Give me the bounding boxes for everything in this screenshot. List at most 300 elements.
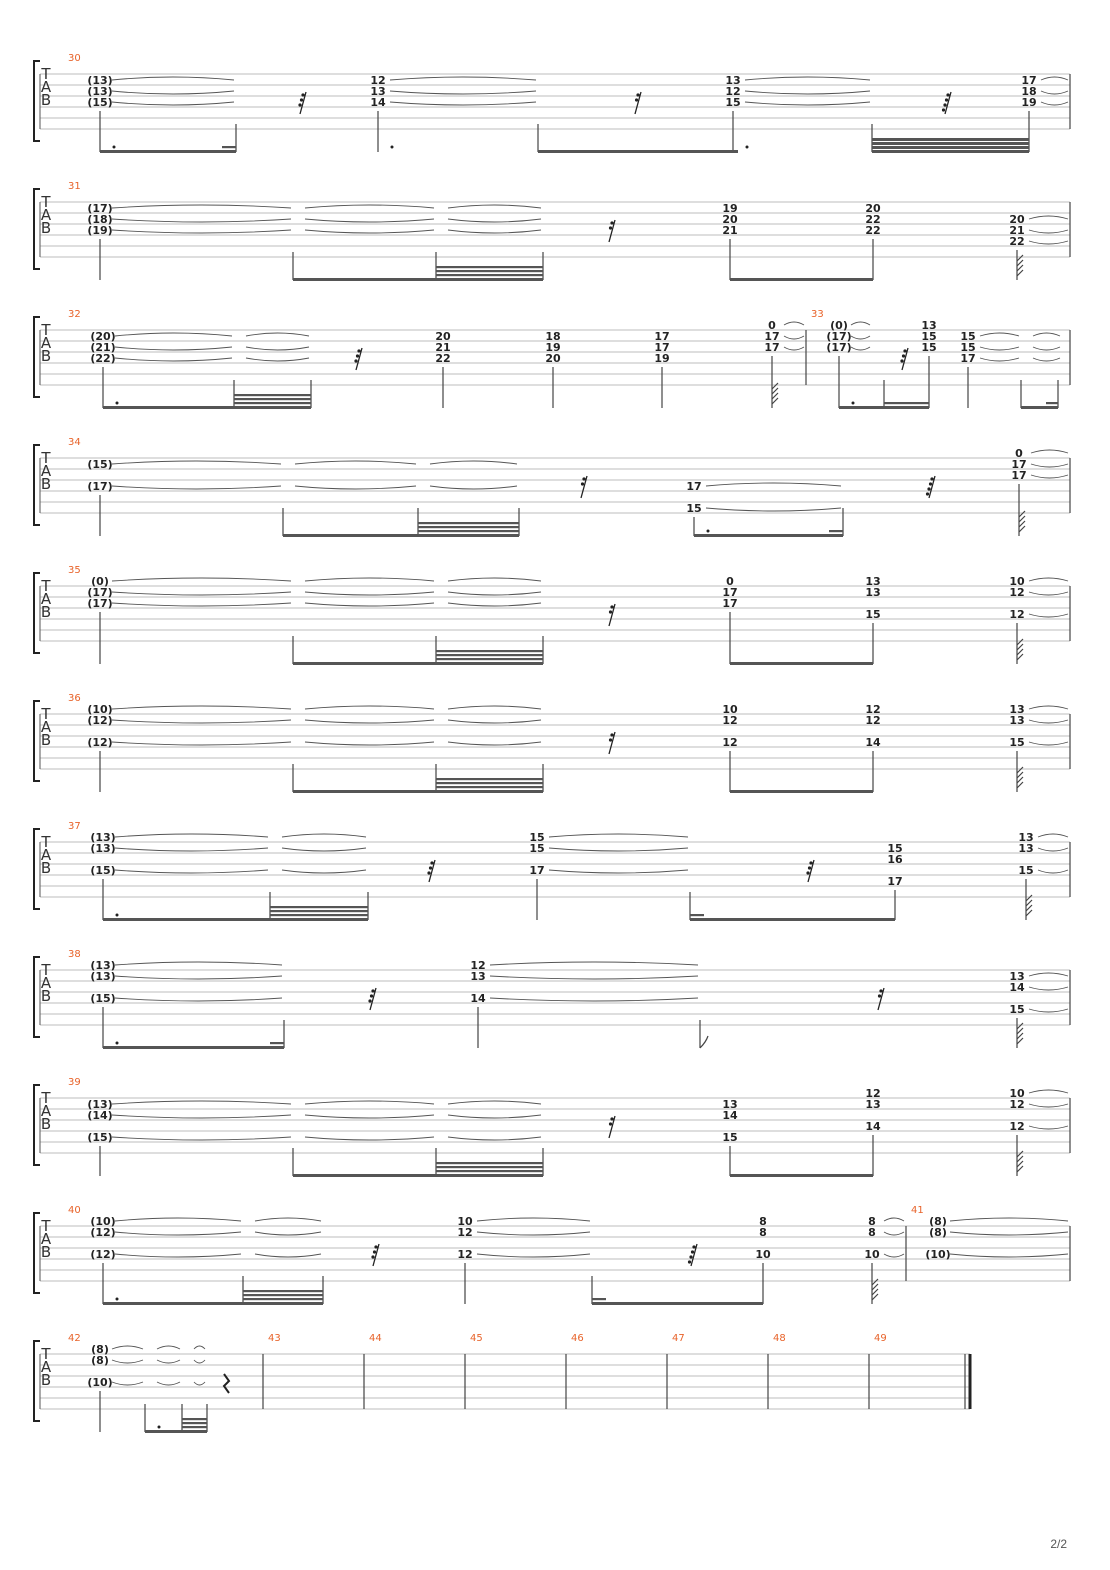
- tie-arc: [112, 219, 291, 222]
- fret-number: 12: [457, 1248, 473, 1261]
- tie-arc: [1029, 1090, 1068, 1093]
- tie-arc: [305, 578, 434, 581]
- rest-flag-dot: [806, 871, 809, 874]
- tie-arc: [448, 230, 541, 233]
- fret-number: 15: [921, 330, 937, 343]
- fret-number: 14: [1009, 981, 1025, 994]
- fret-number: 8: [759, 1226, 767, 1239]
- beam-secondary: [436, 270, 543, 272]
- beam-secondary: [270, 1042, 284, 1044]
- beam-secondary: [270, 914, 368, 916]
- tie-arc: [115, 333, 232, 336]
- measure-number: 43: [268, 1333, 281, 1344]
- fret-number: (15): [87, 1131, 113, 1144]
- system-bracket: [34, 445, 40, 525]
- tie-arc: [1029, 973, 1068, 976]
- tab-clef-letter: B: [40, 475, 52, 493]
- tie-arc: [784, 336, 804, 339]
- beam-secondary: [234, 394, 311, 396]
- fret-number: 17: [686, 480, 702, 493]
- fret-number: (8): [91, 1343, 109, 1356]
- fret-number: 13: [865, 1098, 881, 1111]
- beam: [872, 142, 1029, 145]
- tie-arc: [112, 720, 291, 723]
- fret-number: 17: [529, 864, 545, 877]
- measure-number: 39: [68, 1077, 81, 1088]
- rest-flag-dot: [609, 1122, 612, 1125]
- tie-arc: [1031, 475, 1068, 478]
- dotted-rhythm-dot: [158, 1426, 161, 1429]
- measure-number: 48: [773, 1333, 786, 1344]
- dotted-rhythm-dot: [707, 530, 710, 533]
- fret-number: 15: [1009, 736, 1025, 749]
- tie-arc: [884, 1232, 904, 1235]
- tie-arc: [194, 1360, 205, 1363]
- tie-arc: [1029, 1126, 1068, 1129]
- fret-number: (12): [87, 736, 113, 749]
- fret-number: (15): [87, 96, 113, 109]
- tab-clef-letter: A: [40, 1358, 52, 1376]
- tie-arc: [305, 219, 434, 222]
- measure-number: 49: [874, 1333, 887, 1344]
- tie-arc: [157, 1346, 180, 1349]
- rest-flag-dot: [900, 359, 903, 362]
- dotted-rhythm-dot: [391, 146, 394, 149]
- fret-number: 17: [1011, 458, 1027, 471]
- fret-number: (18): [87, 213, 113, 226]
- beam-secondary: [222, 146, 236, 148]
- dotted-rhythm-dot: [116, 1042, 119, 1045]
- tie-arc: [884, 1218, 904, 1221]
- tie-arc: [490, 962, 698, 965]
- fret-number: 15: [887, 842, 903, 855]
- fret-number: (19): [87, 224, 113, 237]
- beam-secondary: [243, 1290, 323, 1292]
- rest-flag-dot: [356, 354, 359, 357]
- beam-secondary: [436, 1162, 543, 1164]
- tab-clef-letter: T: [41, 321, 51, 339]
- tie-arc: [745, 102, 870, 105]
- tab-clef-letter: T: [41, 1345, 51, 1363]
- fret-number: 15: [529, 831, 545, 844]
- beam: [730, 662, 873, 665]
- system-bracket: [34, 573, 40, 653]
- beam: [592, 1302, 763, 1305]
- fret-number: (10): [90, 1215, 116, 1228]
- dotted-rhythm-dot: [852, 402, 855, 405]
- fret-number: 17: [764, 341, 780, 354]
- tie-arc: [549, 870, 688, 873]
- fret-number: 16: [887, 853, 903, 866]
- rest-flag-dot: [357, 349, 360, 352]
- beam-secondary: [592, 1298, 606, 1300]
- tab-clef-letter: T: [41, 449, 51, 467]
- tie-arc: [851, 347, 870, 350]
- fret-number: 13: [1018, 842, 1034, 855]
- fret-number: 0: [768, 319, 776, 332]
- tie-arc: [1041, 91, 1068, 94]
- tie-arc: [549, 848, 688, 851]
- rest-flag-dot: [370, 994, 373, 997]
- rest-flag-dot: [809, 861, 812, 864]
- tie-arc: [1029, 216, 1068, 219]
- fret-number: (12): [90, 1248, 116, 1261]
- beam: [103, 1302, 323, 1305]
- tie-arc: [950, 1254, 1068, 1257]
- beam: [293, 278, 543, 281]
- beam-secondary: [418, 522, 519, 524]
- beam: [872, 150, 1029, 153]
- measure-number: 40: [68, 1205, 81, 1216]
- fret-number: 8: [868, 1215, 876, 1228]
- tie-arc: [448, 706, 541, 709]
- fret-number: (8): [91, 1354, 109, 1367]
- tab-clef-letter: A: [40, 590, 52, 608]
- tie-arc: [448, 720, 541, 723]
- tie-arc: [305, 230, 434, 233]
- tie-arc: [295, 461, 416, 464]
- fret-number: 12: [722, 714, 738, 727]
- rest-flag-dot: [373, 1250, 376, 1253]
- beam: [730, 790, 873, 793]
- tie-arc: [448, 205, 541, 208]
- tie-arc: [950, 1218, 1068, 1221]
- beam-secondary: [182, 1422, 207, 1424]
- tie-arc: [1041, 77, 1068, 80]
- tie-arc: [157, 1360, 180, 1363]
- fret-number: (17): [87, 202, 113, 215]
- fret-number: 22: [865, 224, 881, 237]
- measure-number: 30: [68, 53, 81, 64]
- tab-clef-letter: A: [40, 334, 52, 352]
- fret-number: 10: [1009, 1087, 1025, 1100]
- tie-arc: [430, 486, 517, 489]
- beam-secondary: [182, 1418, 207, 1420]
- measure-number: 38: [68, 949, 81, 960]
- fret-number: 10: [457, 1215, 473, 1228]
- fret-number: 15: [865, 608, 881, 621]
- fret-number: (17): [87, 586, 113, 599]
- measure-number: 41: [911, 1205, 924, 1216]
- note-flag: [700, 1036, 708, 1048]
- fret-number: (13): [90, 842, 116, 855]
- measure-number: 47: [672, 1333, 685, 1344]
- tie-arc: [194, 1346, 205, 1349]
- tie-arc: [157, 1382, 180, 1385]
- fret-number: (10): [87, 1376, 113, 1389]
- fret-number: (8): [929, 1215, 947, 1228]
- tie-arc: [980, 358, 1019, 361]
- fret-number: 12: [370, 74, 386, 87]
- tie-arc: [1029, 230, 1068, 233]
- tab-clef-letter: B: [40, 347, 52, 365]
- tie-arc: [448, 1137, 541, 1140]
- tab-clef-letter: B: [40, 987, 52, 1005]
- beam: [1021, 406, 1058, 409]
- system-bracket: [34, 317, 40, 397]
- tie-arc: [112, 230, 291, 233]
- tie-arc: [282, 870, 366, 873]
- beam: [103, 1046, 284, 1049]
- fret-number: (13): [87, 1098, 113, 1111]
- fret-number: 12: [1009, 608, 1025, 621]
- fret-number: 12: [470, 959, 486, 972]
- tie-arc: [1029, 706, 1068, 709]
- fret-number: 13: [470, 970, 486, 983]
- fret-number: 15: [725, 96, 741, 109]
- fret-number: 15: [960, 330, 976, 343]
- rest-flag-dot: [581, 482, 584, 485]
- fret-number: 17: [764, 330, 780, 343]
- fret-number: 15: [960, 341, 976, 354]
- fret-number: 21: [722, 224, 738, 237]
- tab-clef-letter: B: [40, 731, 52, 749]
- beam-secondary: [436, 1170, 543, 1172]
- system-bracket: [34, 829, 40, 909]
- fret-number: 22: [865, 213, 881, 226]
- fret-number: 17: [654, 341, 670, 354]
- tie-arc: [246, 358, 309, 361]
- tie-arc: [112, 77, 234, 80]
- tie-arc: [115, 834, 268, 837]
- measure-number: 31: [68, 181, 81, 192]
- fret-number: (12): [90, 1226, 116, 1239]
- fret-number: (17): [826, 341, 852, 354]
- fret-number: 17: [887, 875, 903, 888]
- tie-arc: [448, 578, 541, 581]
- tie-arc: [1029, 987, 1068, 990]
- beam: [103, 406, 311, 409]
- rest-flag-dot: [688, 1260, 691, 1263]
- rest-flag-dot: [430, 861, 433, 864]
- fret-number: 10: [1009, 575, 1025, 588]
- rest-flag-dot: [636, 93, 639, 96]
- tie-arc: [490, 998, 698, 1001]
- fret-number: 13: [865, 586, 881, 599]
- rest-flag-dot: [374, 1245, 377, 1248]
- system-bracket: [34, 189, 40, 269]
- fret-number: 15: [686, 502, 702, 515]
- tie-arc: [1029, 578, 1068, 581]
- fret-number: 0: [726, 575, 734, 588]
- fret-number: 13: [725, 74, 741, 87]
- tie-arc: [112, 592, 291, 595]
- rest-flag-dot: [902, 354, 905, 357]
- beam: [293, 790, 543, 793]
- fret-number: (13): [90, 831, 116, 844]
- measure-number: 37: [68, 821, 81, 832]
- beam: [730, 1174, 873, 1177]
- fret-number: 14: [865, 736, 881, 749]
- dotted-rhythm-dot: [116, 914, 119, 917]
- tie-arc: [115, 1218, 241, 1221]
- tie-arc: [477, 1254, 590, 1257]
- measure-number: 32: [68, 309, 81, 320]
- fret-number: (0): [830, 319, 848, 332]
- fret-number: (10): [925, 1248, 951, 1261]
- fret-number: (0): [91, 575, 109, 588]
- fret-number: 13: [865, 575, 881, 588]
- system-bracket: [34, 701, 40, 781]
- fret-number: (13): [90, 970, 116, 983]
- tie-arc: [1031, 464, 1068, 467]
- tie-arc: [305, 706, 434, 709]
- beam-secondary: [436, 778, 543, 780]
- tie-arc: [448, 603, 541, 606]
- fret-number: 12: [1009, 1098, 1025, 1111]
- tie-arc: [112, 205, 291, 208]
- beam-secondary: [884, 402, 929, 404]
- tab-clef-letter: B: [40, 603, 52, 621]
- rest-flag-dot: [609, 738, 612, 741]
- tie-arc: [448, 592, 541, 595]
- tie-arc: [305, 205, 434, 208]
- measure-number: 36: [68, 693, 81, 704]
- tie-arc: [194, 1382, 205, 1385]
- fret-number: (13): [87, 85, 113, 98]
- tie-arc: [851, 336, 870, 339]
- fret-number: 13: [921, 319, 937, 332]
- beam: [103, 918, 368, 921]
- tie-arc: [115, 848, 268, 851]
- rest-flag-dot: [635, 98, 638, 101]
- beam: [538, 150, 738, 153]
- fret-number: 20: [1009, 213, 1025, 226]
- tie-arc: [390, 102, 536, 105]
- beam: [872, 146, 1029, 149]
- fret-number: 13: [1009, 970, 1025, 983]
- tie-arc: [1033, 347, 1060, 350]
- tie-arc: [112, 91, 234, 94]
- rest-flag-dot: [610, 605, 613, 608]
- measure-number: 44: [369, 1333, 382, 1344]
- dotted-rhythm-dot: [116, 1298, 119, 1301]
- beam-secondary: [234, 398, 311, 400]
- beam-secondary: [690, 914, 704, 916]
- fret-number: 12: [725, 85, 741, 98]
- tie-arc: [112, 486, 281, 489]
- tie-arc: [255, 1218, 321, 1221]
- tie-arc: [282, 848, 366, 851]
- beam-secondary: [436, 782, 543, 784]
- tie-arc: [112, 1137, 291, 1140]
- rest-flag-dot: [609, 610, 612, 613]
- rest-flag-dot: [943, 103, 946, 106]
- fret-number: 10: [755, 1248, 771, 1261]
- tie-arc: [112, 1360, 143, 1363]
- tab-clef-letter: A: [40, 846, 52, 864]
- fret-number: 17: [1021, 74, 1037, 87]
- tab-clef-letter: T: [41, 1217, 51, 1235]
- fret-number: 19: [722, 202, 738, 215]
- rest-flag-dot: [878, 994, 881, 997]
- tie-arc: [112, 102, 234, 105]
- fret-number: (15): [90, 864, 116, 877]
- rest-flag-dot: [879, 989, 882, 992]
- tab-clef-letter: T: [41, 833, 51, 851]
- tie-arc: [477, 1232, 590, 1235]
- fret-number: 15: [529, 842, 545, 855]
- beam: [100, 150, 236, 153]
- rest-flag-dot: [429, 866, 432, 869]
- tie-arc: [1029, 1104, 1068, 1107]
- tie-arc: [305, 592, 434, 595]
- tie-arc: [246, 333, 309, 336]
- beam: [293, 1174, 543, 1177]
- tie-arc: [390, 91, 536, 94]
- fret-number: 19: [1021, 96, 1037, 109]
- tie-arc: [1038, 848, 1068, 851]
- system-bracket: [34, 1085, 40, 1165]
- dotted-rhythm-dot: [113, 146, 116, 149]
- tie-arc: [448, 219, 541, 222]
- fret-number: 14: [470, 992, 486, 1005]
- tab-clef-letter: A: [40, 974, 52, 992]
- tab-clef-letter: A: [40, 462, 52, 480]
- fret-number: (17): [87, 597, 113, 610]
- measure-number: 42: [68, 1333, 81, 1344]
- tie-arc: [112, 461, 281, 464]
- beam-secondary: [234, 402, 311, 404]
- fret-number: 12: [865, 714, 881, 727]
- tie-arc: [884, 1254, 904, 1257]
- rest-flag-dot: [298, 103, 301, 106]
- tie-arc: [1029, 614, 1068, 617]
- fret-number: 12: [1009, 1120, 1025, 1133]
- beam: [694, 534, 843, 537]
- tab-clef-letter: B: [40, 1243, 52, 1261]
- fret-number: (15): [90, 992, 116, 1005]
- tie-arc: [305, 1101, 434, 1104]
- measure-number: 35: [68, 565, 81, 576]
- fret-number: (17): [87, 480, 113, 493]
- beam-secondary: [1046, 402, 1058, 404]
- rest-flag-dot: [582, 477, 585, 480]
- rest-flag-dot: [427, 871, 430, 874]
- beam: [839, 406, 929, 409]
- tie-arc: [255, 1232, 321, 1235]
- beam-secondary: [270, 906, 368, 908]
- rest-flag-dot: [610, 733, 613, 736]
- system-bracket: [34, 1341, 40, 1421]
- tie-arc: [1031, 450, 1068, 453]
- tie-arc: [1038, 870, 1068, 873]
- tie-arc: [1029, 592, 1068, 595]
- tie-arc: [745, 77, 870, 80]
- fret-number: 10: [722, 703, 738, 716]
- page-number: 2/2: [1050, 1537, 1067, 1551]
- rest-flag-dot: [927, 487, 930, 490]
- tab-clef-letter: A: [40, 78, 52, 96]
- fret-number: 12: [865, 1087, 881, 1100]
- rest-flag-dot: [929, 482, 932, 485]
- rest-flag-dot: [609, 226, 612, 229]
- rest-flag-dot: [945, 98, 948, 101]
- rest-flag-dot: [368, 999, 371, 1002]
- tab-clef-letter: A: [40, 718, 52, 736]
- fret-number: 18: [1021, 85, 1037, 98]
- tab-clef-letter: A: [40, 206, 52, 224]
- fret-number: 20: [545, 352, 561, 365]
- tie-arc: [980, 347, 1019, 350]
- beam: [283, 534, 519, 537]
- fret-number: 17: [1011, 469, 1027, 482]
- tie-arc: [706, 508, 841, 511]
- tie-arc: [1029, 720, 1068, 723]
- tie-arc: [1029, 1009, 1068, 1012]
- fret-number: 10: [864, 1248, 880, 1261]
- fret-number: (12): [87, 714, 113, 727]
